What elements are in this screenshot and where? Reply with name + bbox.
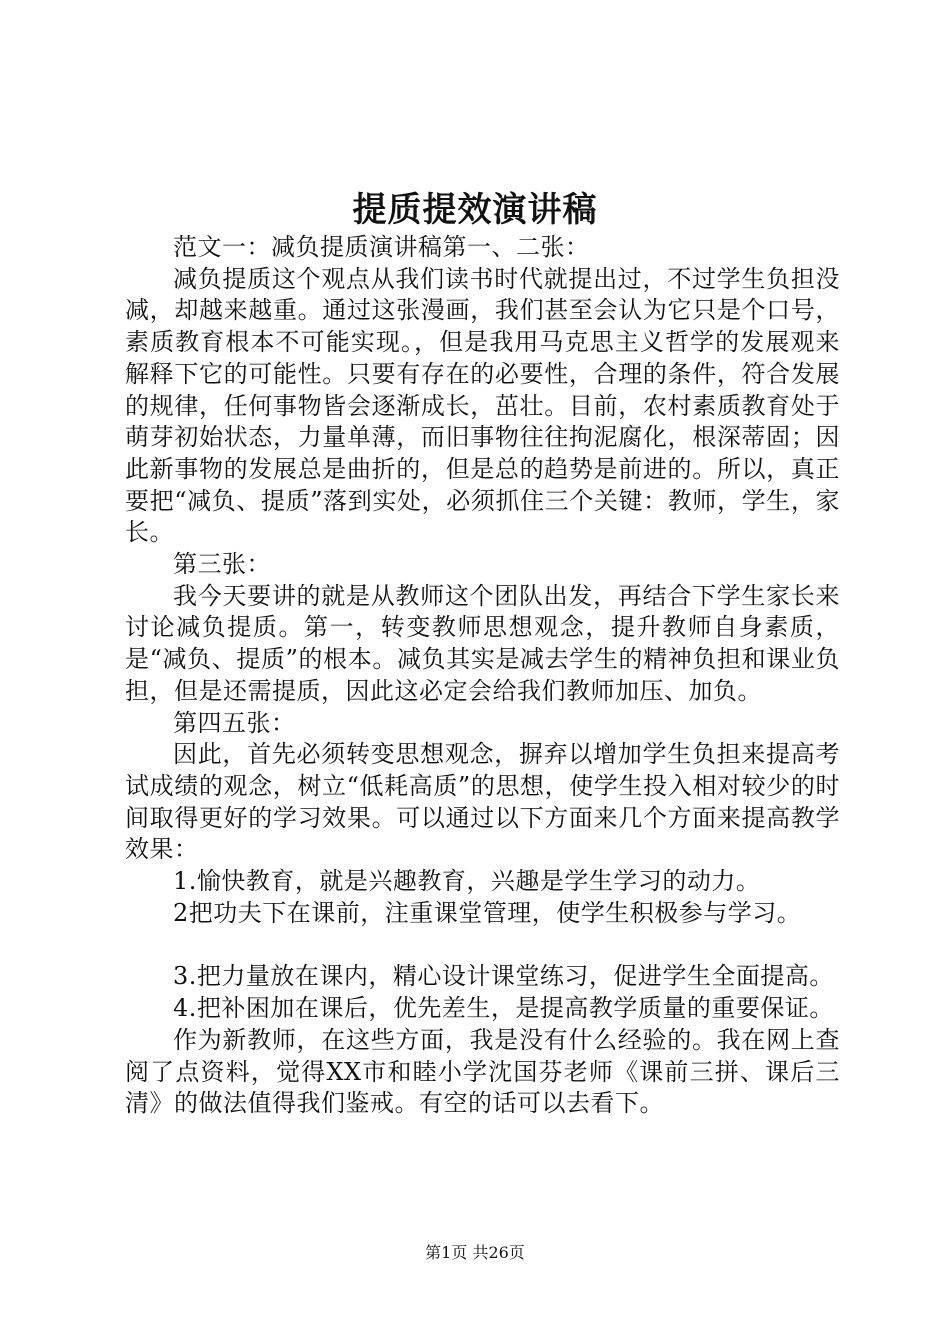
paragraph-section-heading: 第三张： (173, 550, 271, 579)
document-body (125, 232, 840, 1120)
document-title: 提质提效演讲稿 (352, 190, 598, 230)
list-item-3: 3.把力量放在课内，精心设计课堂练习，促进学生全面提高。 (173, 962, 834, 991)
page-number-footer: 第1页 共26页 (425, 1243, 525, 1262)
list-item-1: 1.愉快教育，就是兴趣教育，兴趣是学生学习的动力。 (173, 867, 761, 896)
paragraph-intro: 范文一：减负提质演讲稿第一、二张： (173, 233, 590, 261)
paragraph-content: 因此，首先必须转变思想观念，摒弃以增加学生负担来提高考试成绩的观念，树立“低耗高质”的思想，使学生投入相对较少的时间取得更好的学习效果。可以通过以下方面来几个方面来提高教学效果： (125, 740, 840, 864)
paragraph-content: 我今天要讲的就是从教师这个团队出发，再结合下学生家长来讨论减负提质。第一，转变教师思想观念，提升教师自身素质，是“减负、提质”的根本。减负其实是减去学生的精神负担和课业负担，但是还需提质，因此这必定会给我们教师加压、加负。 (125, 581, 840, 705)
paragraph-content: 减负提质这个观点从我们读书时代就提出过，不过学生负担没减，却越来越重。通过这张漫画，我们甚至会认为它只是个口号，素质教育根本不可能实现。，但是我用马克思主义哲学的发展观来解释下它的可能性。只要有存在的必要性，合理的条件，符合发展的规律，任何事物皆会逐渐成长，茁壮。目前，农村素质教育处于萌芽初始状态，力量单薄，而旧事物往往拘泥腐化，根深蒂固；因此新事物的发展总是曲折的，但是总的趋势是前进的。所以，真正要把“减负、提质”落到实处，必须抓住三个关键：教师，学生，家长。 (125, 264, 840, 547)
list-item-2: 2把功夫下在课前，注重课堂管理，使学生积极参与学习。 (173, 898, 802, 927)
paragraph-section-heading: 第四五张： (173, 708, 296, 737)
paragraph-closing: 作为新教师，在这些方面，我是没有什么经验的。我在网上查阅了点资料，觉得XX市和睦小学沈国芬老师《课前三拼、课后三清》的做法值得我们鉴戒。有空的话可以去看下。 (125, 1025, 840, 1118)
blank-line (125, 929, 840, 961)
list-item-4: 4.把补困加在课后，优先差生，是提高教学质量的重要保证。 (173, 994, 834, 1023)
